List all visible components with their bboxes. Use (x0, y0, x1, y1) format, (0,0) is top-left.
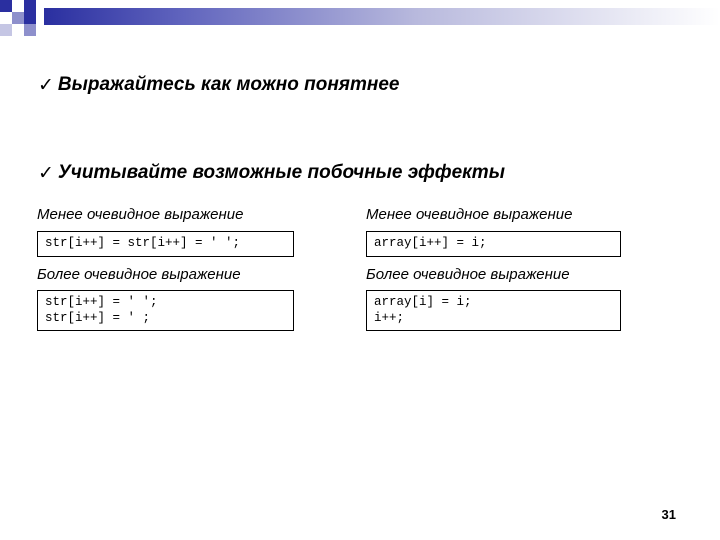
checkmark-icon: ✓ (38, 162, 54, 184)
corner-square (0, 0, 12, 12)
corner-square (24, 12, 36, 24)
corner-square (24, 24, 36, 36)
corner-square (24, 0, 36, 12)
right-more-obvious-code: array[i] = i; i++; (366, 290, 621, 331)
bullet-point-clarity (38, 74, 400, 96)
left-less-obvious-code: str[i++] = str[i++] = ' '; (37, 231, 294, 257)
bullet-text: Учитывайте возможные побочные эффекты (57, 162, 505, 183)
left-more-obvious-code: str[i++] = ' '; str[i++] = ' ; (37, 290, 294, 331)
page-number: 31 (661, 507, 676, 522)
right-less-obvious-code: array[i++] = i; (366, 231, 621, 257)
left-less-obvious-label: Менее очевидное выражение (37, 206, 244, 223)
bullet-text: Выражайтесь как можно понятнее (57, 74, 400, 95)
checkmark-icon: ✓ (38, 74, 54, 96)
left-more-obvious-label: Более очевидное выражение (37, 266, 241, 283)
right-less-obvious-label: Менее очевидное выражение (366, 206, 573, 223)
right-more-obvious-label: Более очевидное выражение (366, 266, 570, 283)
bullet-point-side-effects (38, 162, 505, 184)
title-gradient-bar (44, 8, 720, 25)
corner-square (12, 12, 24, 24)
corner-square (0, 24, 12, 36)
